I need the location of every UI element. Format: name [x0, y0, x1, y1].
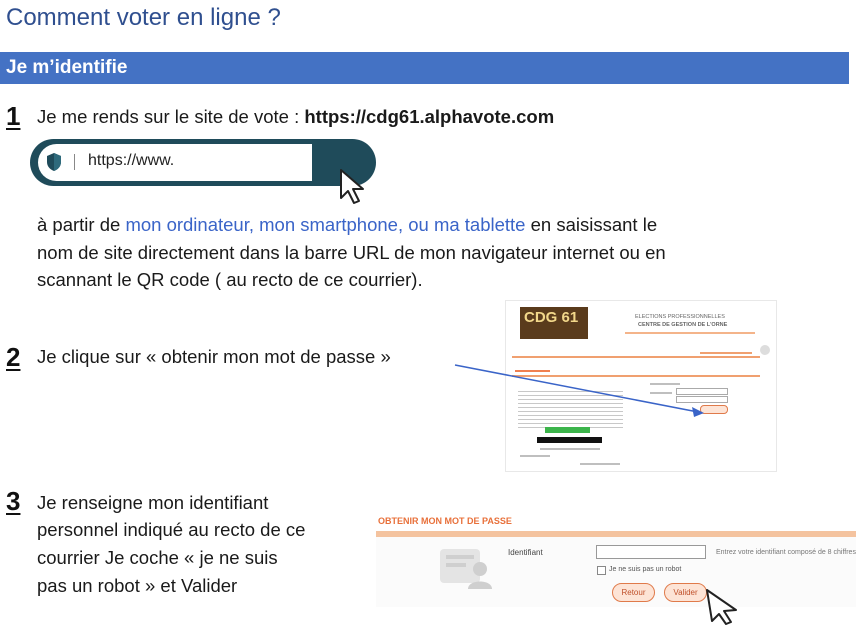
shot1-input-2 [676, 396, 728, 403]
para-prefix: à partir de [37, 214, 126, 235]
shot1-line [540, 448, 600, 450]
step-1-line [37, 104, 554, 130]
step-3-line-4: pas un robot » et Valider [37, 575, 238, 596]
user-card-icon [438, 545, 494, 591]
identifiant-input[interactable] [596, 545, 706, 559]
cursor-arrow-icon-2 [704, 588, 740, 626]
step-3-line-2: personnel indiqué au recto de ce [37, 519, 306, 540]
step-1-paragraph-line-3: scannant le QR code ( au recto de ce courrier). [37, 269, 423, 290]
back-button[interactable]: Retour [612, 583, 655, 602]
para-suffix: en saisissant le [525, 214, 658, 235]
shot1-header-1: ELECTIONS PROFESSIONNELLES [635, 314, 725, 320]
shot1-scroll-knob [760, 345, 770, 355]
robot-checkbox[interactable] [597, 566, 606, 575]
step-2-number: 2 [6, 342, 21, 372]
step-2-text: Je clique sur « obtenir mon mot de passe » [37, 346, 391, 367]
shot1-subtitle-line [625, 332, 755, 334]
shot1-footer-line-2 [580, 463, 620, 465]
url-bar-text: https://www. [88, 152, 175, 169]
step-3-number: 3 [6, 486, 21, 516]
shot1-green-badge [545, 427, 590, 433]
validate-button[interactable]: Valider [664, 583, 707, 602]
page-title: Comment voter en ligne ? [6, 4, 281, 31]
step-1-paragraph-line-2: nom de site directement dans la barre URL de mon navigateur internet ou en [37, 242, 666, 263]
identifiant-hint: Entrez votre identifiant composé de 8 chiffres [716, 549, 856, 556]
shot1-label-1 [650, 383, 680, 385]
cursor-arrow-icon [338, 168, 372, 206]
step-1-paragraph-line-1 [37, 212, 657, 238]
devices-highlight: mon ordinateur, mon smartphone, ou ma tablette [125, 214, 526, 235]
shot1-button [700, 405, 728, 414]
url-separator [74, 154, 75, 170]
step-3-line-3: courrier Je coche « je ne suis [37, 547, 278, 568]
section-banner [0, 52, 849, 84]
shot1-label-2 [650, 392, 672, 394]
shot1-divider [512, 356, 760, 358]
robot-label: Je ne suis pas un robot [609, 566, 682, 573]
shot1-section-title [515, 370, 550, 372]
cdg61-logo: CDG 61 [520, 307, 588, 339]
shot1-divider-2 [512, 375, 760, 377]
shot1-footer-line [520, 455, 550, 457]
shot1-input-1 [676, 388, 728, 395]
url-bar-field [38, 144, 312, 181]
shot1-nav-line [700, 352, 752, 354]
step-1-number: 1 [6, 101, 21, 131]
shot1-text-block [518, 388, 623, 428]
shot2-section-title: OBTENIR MON MOT DE PASSE [378, 516, 512, 526]
shot1-black-badge [537, 437, 602, 443]
identifiant-label: Identifiant [508, 548, 543, 557]
step-1-prefix: Je me rends sur le site de vote : [37, 106, 305, 127]
shot1-header-2: CENTRE DE GESTION DE L'ORNE [638, 322, 728, 328]
vote-site-url[interactable]: https://cdg61.alphavote.com [304, 106, 555, 127]
banner-label: Je m’identifie [6, 57, 128, 78]
step-3-line-1: Je renseigne mon identifiant [37, 492, 269, 513]
shield-icon [45, 152, 63, 172]
